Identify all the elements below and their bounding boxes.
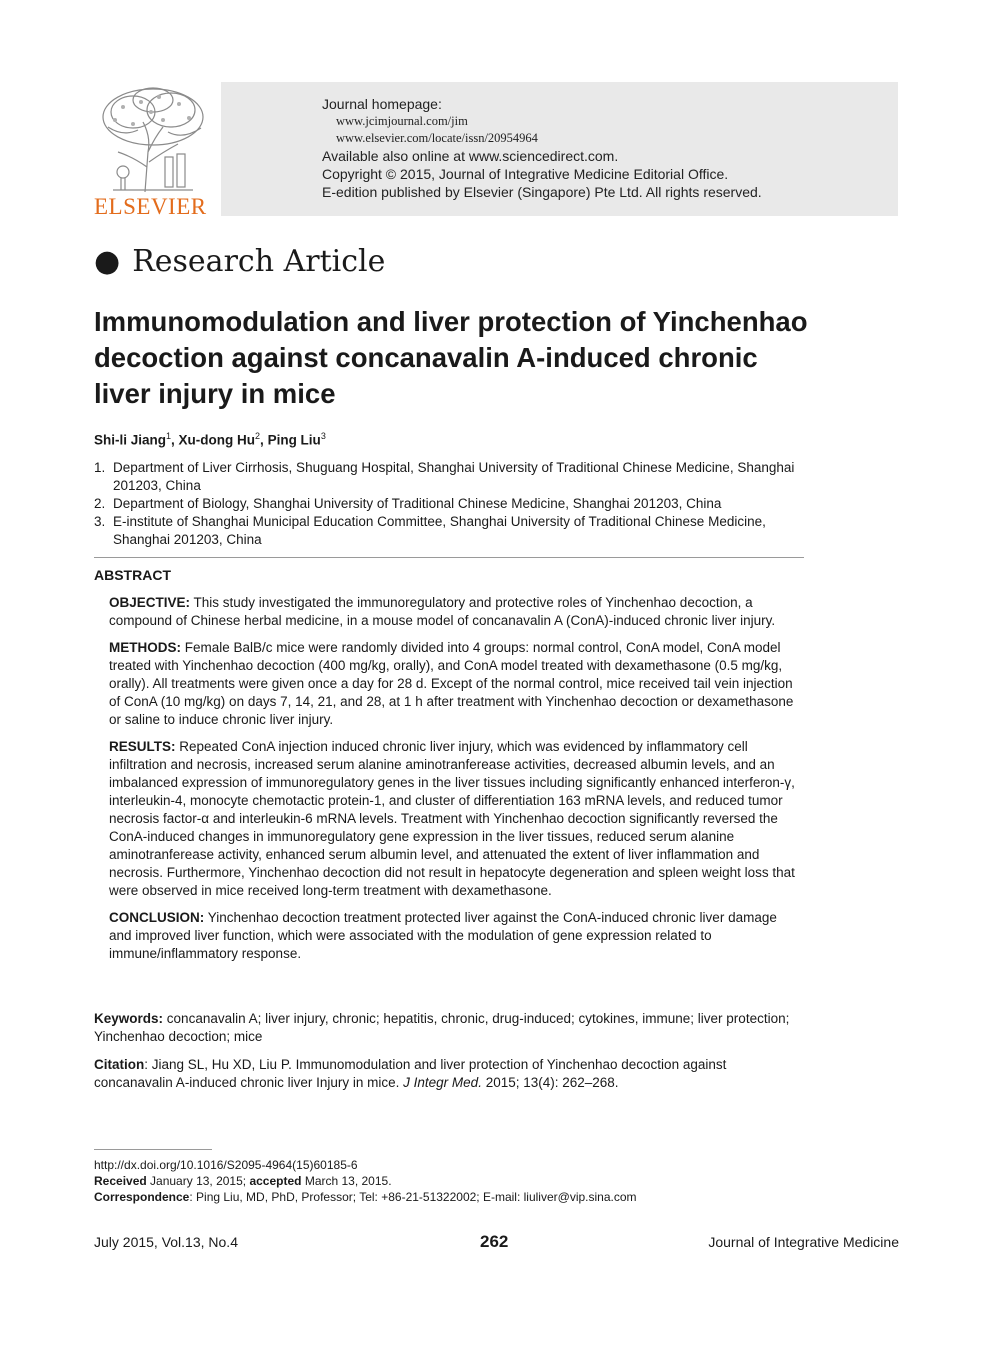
objective-text: This study investigated the immunoregulatory and protective roles of Yinchenhao decoction, a compound of Chinese herbal medicine, in a mouse model of concanavalin A (ConA)-induced chronic liver injury. — [109, 595, 776, 628]
elsevier-url[interactable]: www.elsevier.com/locate/issn/20954964 — [336, 131, 538, 145]
elsevier-wordmark: ELSEVIER — [94, 194, 207, 219]
affiliation-item — [94, 513, 814, 549]
tree-icon — [93, 82, 215, 194]
copyright-line: Copyright © 2015, Journal of Integrative Medicine Editorial Office. — [322, 166, 729, 182]
journal-name: Journal of Integrative Medicine — [708, 1234, 899, 1250]
issue-info: July 2015, Vol.13, No.4 — [94, 1234, 238, 1250]
citation-journal: J Integr Med. — [403, 1075, 482, 1090]
author-name: Ping Liu — [267, 432, 321, 448]
section-label-text: Research Article — [132, 244, 386, 279]
received-date: January 13, 2015; — [146, 1174, 250, 1188]
results-text: Repeated ConA injection induced chronic liver injury, which was evidenced by inflammatory cell infiltration and necrosis, increased serum alanine aminotranferease activities, decreased albumin levels, and an imbalanced expression of immunoregulatory genes in the liver tissues including significantly enhanced interferon-γ, interleukin-4, monocyte chemotactic protein-1, and cluster of differentiation 163 mRNA levels, and reduced tumor necrosis factor-α and interleukin-6 mRNA levels. Treatment with Yinchenhao decoction significantly reversed the ConA-induced changes in immunoregulatory gene expression in the liver tissues, reduced serum alanine aminotranferease activity, enhanced serum albumin level, and attenuated the extent of liver inflammation and necrosis. Furthermore, Yinchenhao decoction did not result in hepatocyte degeneration and spleen weight loss that were observed in mice received long-term treatment with dexamethasone. — [109, 739, 795, 898]
citation — [94, 1056, 806, 1092]
correspondence-line — [94, 1189, 814, 1205]
journal-info — [322, 95, 882, 201]
affiliation-number: 2. — [94, 496, 106, 511]
citation-label: Citation — [94, 1057, 145, 1072]
affiliation-text: Department of Biology, Shanghai University of Traditional Chinese Medicine, Shanghai 201203, China — [113, 496, 722, 511]
abstract-body — [109, 594, 799, 972]
affiliation-item — [94, 459, 814, 495]
accepted-date: March 13, 2015. — [301, 1174, 392, 1188]
homepage-label: Journal homepage: — [322, 96, 442, 112]
online-availability: Available also online at www.sciencedirect.com. — [322, 148, 619, 164]
citation-text: : Jiang SL, Hu XD, Liu P. Immunomodulation and liver protection of Yinchenhao decoction against concanavalin A-induced chronic liver Injury in mice. — [94, 1057, 727, 1090]
page-footer — [94, 1232, 899, 1254]
correspondence-text: : Ping Liu, MD, PhD, Professor; Tel: +86-21-51322002; E-mail: liuliver@vip.sina.com — [189, 1190, 637, 1204]
results-label: RESULTS: — [109, 739, 176, 754]
author-name: Xu-dong Hu — [178, 432, 256, 448]
article-title: Immunomodulation and liver protection of Yinchenhao decoction against concanavalin A-induced chronic liver injury in mice — [94, 306, 808, 409]
author-affil-ref: 2 — [255, 431, 261, 441]
keywords-text: concanavalin A; liver injury, chronic; hepatitis, chronic, drug-induced; cytokines, immune; liver protection; Yinchenhao decoction; mice — [94, 1011, 790, 1044]
keywords-label: Keywords: — [94, 1011, 164, 1026]
abstract-conclusion — [109, 909, 799, 963]
journal-url[interactable]: www.jcimjournal.com/jim — [336, 114, 468, 128]
abstract-objective — [109, 594, 799, 630]
bullet-icon: ● — [94, 244, 121, 279]
author-affil-ref: 1 — [166, 431, 172, 441]
footnotes — [94, 1157, 814, 1205]
received-line — [94, 1173, 814, 1189]
elsevier-logo — [93, 82, 215, 219]
keywords — [94, 1010, 806, 1046]
methods-label: METHODS: — [109, 640, 181, 655]
conclusion-text: Yinchenhao decoction treatment protected liver against the ConA-induced chronic liver damage and improved liver function, which were associated with the modulation of gene expression related to immune/inflammatory response. — [109, 910, 777, 961]
affiliation-list — [94, 459, 814, 549]
methods-text: Female BalB/c mice were randomly divided into 4 groups: normal control, ConA model, ConA model treated with Yinchenhao decoction (400 mg/kg, orally), and ConA model treated with dexamethasone (0.5 mg/kg, orally). All treatments were given once a day for 28 d. Except of the normal control, mice received tail vein injection of ConA (10 mg/kg) on days 7, 14, 21, and 28, at 1 h after treatment with Yinchenhao decoction or dexamethasone or saline to induce chronic liver injury. — [109, 640, 794, 727]
author-affil-ref: 3 — [320, 431, 326, 441]
journal-header — [93, 82, 898, 219]
affiliation-number: 3. — [94, 514, 106, 529]
correspondence-label: Correspondence — [94, 1190, 190, 1204]
footnote-divider — [94, 1149, 212, 1150]
doi-link[interactable]: http://dx.doi.org/10.1016/S2095-4964(15)60185-6 — [94, 1158, 358, 1172]
section-divider — [94, 557, 804, 558]
received-label: Received — [94, 1174, 147, 1188]
abstract-heading: ABSTRACT — [94, 567, 171, 583]
affiliation-number: 1. — [94, 460, 106, 475]
affiliation-item — [94, 495, 814, 513]
objective-label: OBJECTIVE: — [109, 595, 191, 610]
accepted-label: accepted — [249, 1174, 302, 1188]
page-number: 262 — [480, 1232, 509, 1251]
abstract-results — [109, 738, 799, 900]
author-name: Shi-li Jiang — [94, 432, 167, 448]
author-list: Shi-li Jiang$^1$, Xu-dong Hu$^2$, Ping Liu$^3$ — [94, 431, 326, 448]
citation-tail: 2015; 13(4): 262–268. — [481, 1075, 619, 1090]
affiliation-text: E-institute of Shanghai Municipal Education Committee, Shanghai University of Traditional Chinese Medicine, Shanghai 201203, China — [113, 514, 766, 547]
abstract-methods — [109, 639, 799, 729]
edition-line: E-edition published by Elsevier (Singapore) Pte Ltd. All rights reserved. — [322, 184, 762, 200]
section-label — [94, 244, 385, 279]
conclusion-label: CONCLUSION: — [109, 910, 205, 925]
affiliation-text: Department of Liver Cirrhosis, Shuguang Hospital, Shanghai University of Traditional Chinese Medicine, Shanghai 201203, China — [113, 460, 795, 493]
